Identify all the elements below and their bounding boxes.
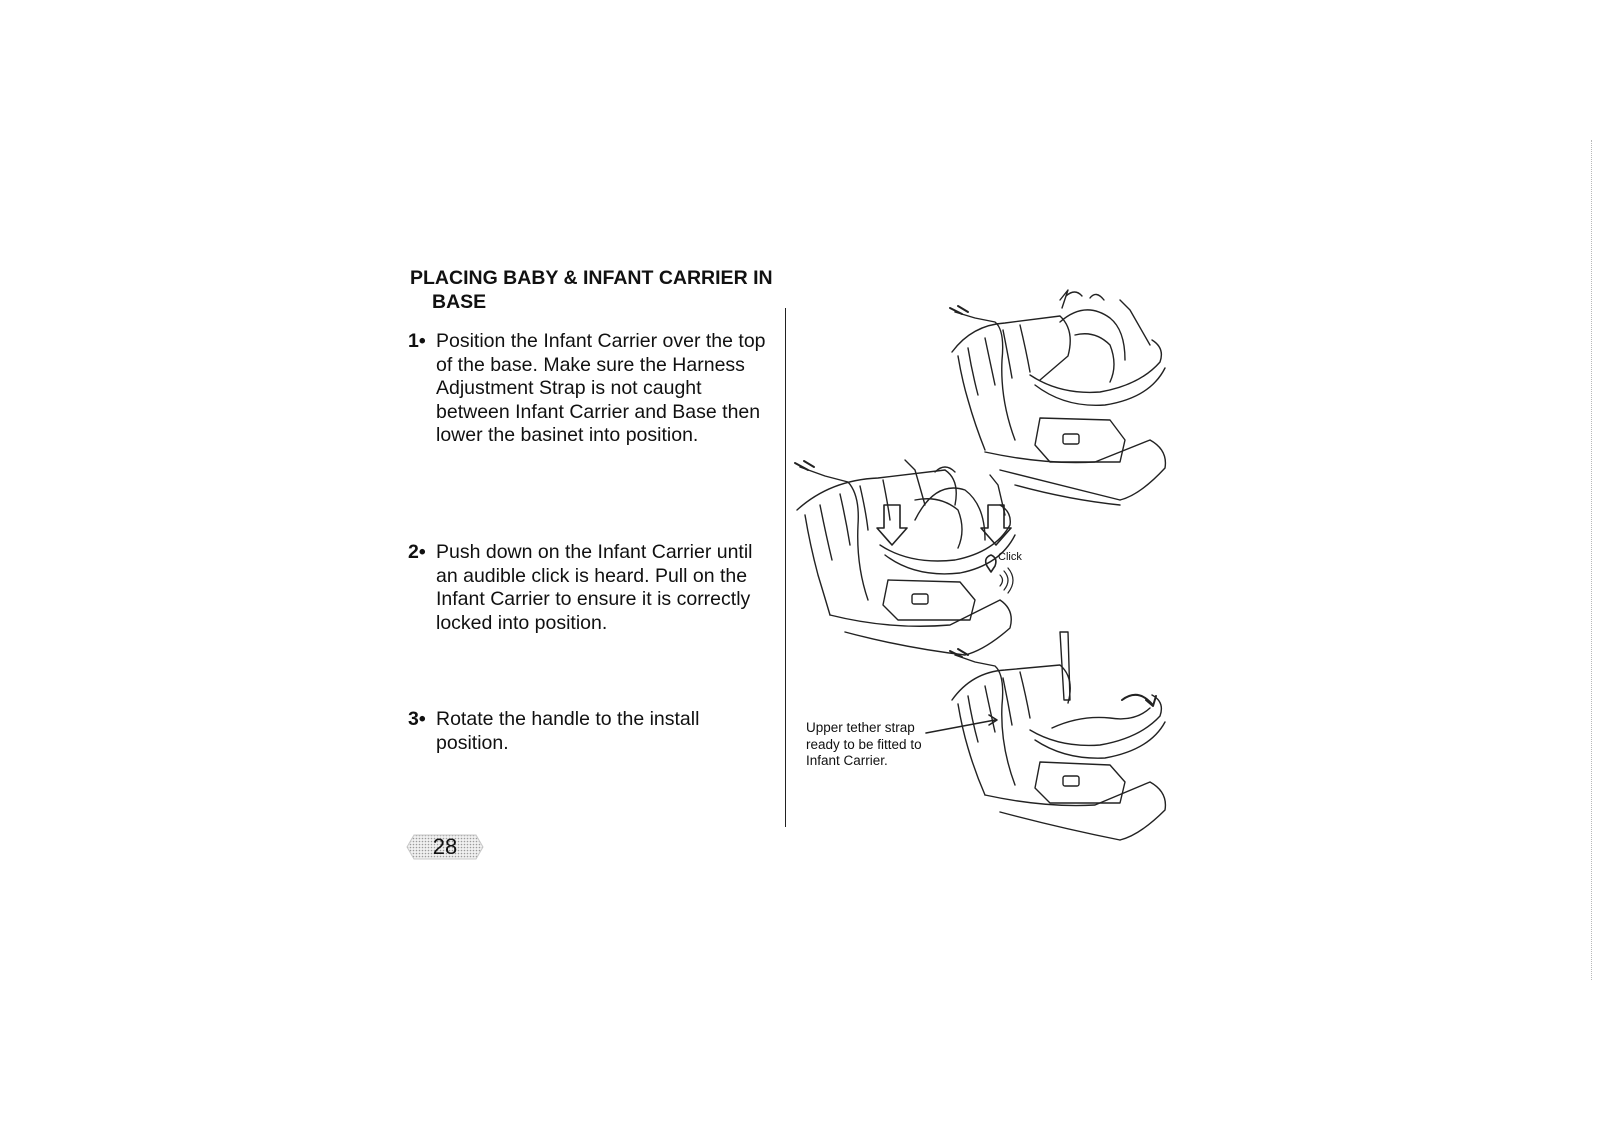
figure-2-push-down xyxy=(795,460,1015,655)
caption-leader-line xyxy=(926,720,995,733)
tether-caption: Upper tether strap ready to be fitted to Infant Carrier. xyxy=(806,720,922,768)
step-3-text: Rotate the handle to the install position. xyxy=(436,708,700,754)
page-number-badge xyxy=(406,834,484,860)
step-1-number: 1• xyxy=(408,330,426,352)
page-number: 28 xyxy=(432,834,458,859)
step-1-text: Position the Infant Carrier over the top of the base. Make sure the Harness Adjustment Strap is not caught between Infant Carrier and Base then lower the basinet into position. xyxy=(436,330,766,446)
step-2-number: 2• xyxy=(408,541,426,563)
step-3-number: 3• xyxy=(408,708,426,730)
heading-line-2: BASE xyxy=(432,291,487,313)
heading-line-1: PLACING BABY & INFANT CARRIER IN xyxy=(410,267,773,289)
step-2-text: Push down on the Infant Carrier until an audible click is heard. Pull on the Infant Carrier to ensure it is correctly locked into position. xyxy=(436,541,753,634)
figure-3-rotate-handle xyxy=(950,632,1165,840)
click-label: Click xyxy=(998,551,1022,563)
figure-1-carrier-over-base xyxy=(950,290,1165,505)
